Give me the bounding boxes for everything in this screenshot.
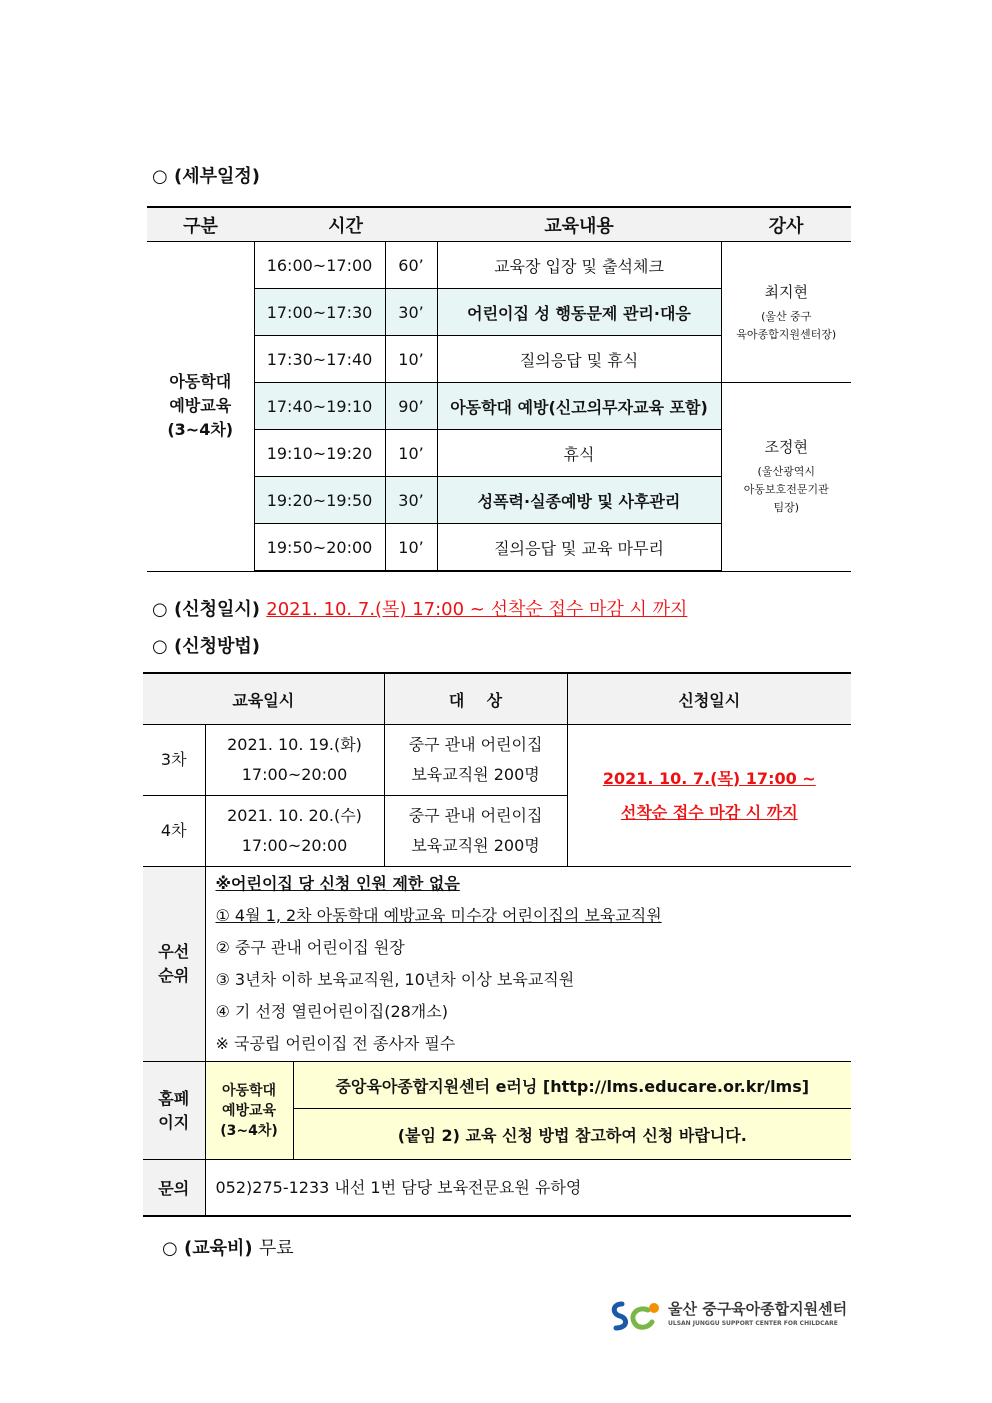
round-target <box>384 725 567 796</box>
fee-label: ○ (교육비) <box>162 1238 253 1259</box>
apply-date-label: ○ (신청일시) <box>152 599 260 620</box>
schedule-header-row <box>147 207 851 242</box>
round-label: 3차 <box>143 725 205 796</box>
header-apply-date: 신청일시 <box>567 673 851 725</box>
duration-cell: 10’ <box>385 430 437 477</box>
header-target: 대 상 <box>384 673 567 725</box>
org-name: 울산 중구육아종합지원센터 <box>668 1300 848 1318</box>
round-target-line: 보육교직원 200명 <box>411 765 540 784</box>
detail-schedule-heading: ○ (세부일정) <box>152 166 260 187</box>
homepage-sub-line: (3~4차) <box>220 1122 278 1139</box>
priority-item: ② 중구 관내 어린이집 원장 <box>215 938 405 957</box>
lecturer-affiliation: (울산 중구 <box>761 309 812 323</box>
lecturer-affiliation: 육아종합지원센터장) <box>736 327 837 341</box>
duration-cell: 30’ <box>385 289 437 336</box>
time-cell: 17:40~19:10 <box>254 383 385 430</box>
category-cell <box>147 242 254 572</box>
priority-row <box>143 867 851 1062</box>
contact-label: 문의 <box>143 1160 205 1217</box>
time-cell: 19:50~20:00 <box>254 524 385 572</box>
homepage-sub-label <box>205 1062 293 1160</box>
duration-cell: 10’ <box>385 336 437 383</box>
category-line: 예방교육 <box>169 396 232 416</box>
apply-period-line: 선착순 접수 마감 시 까지 <box>620 802 798 822</box>
priority-item: ③ 3년차 이하 보육교직원, 10년차 이상 보육교직원 <box>215 970 575 989</box>
content-cell: 아동학대 예방(신고의무자교육 포함) <box>437 383 721 430</box>
duration-cell: 30’ <box>385 477 437 524</box>
round-target-line: 중구 관내 어린이집 <box>408 806 543 825</box>
homepage-sub-line: 예방교육 <box>221 1102 277 1119</box>
homepage-label-line: 홈페 <box>158 1088 190 1108</box>
apply-header-row <box>143 673 851 725</box>
apply-period-cell <box>567 725 851 867</box>
round-time: 17:00~20:00 <box>241 765 348 784</box>
priority-list <box>205 867 851 1062</box>
apply-method-heading: ○ (신청방법) <box>152 636 260 657</box>
content-cell: 휴식 <box>437 430 721 477</box>
header-edu-date: 교육일시 <box>143 673 384 725</box>
homepage-row <box>143 1062 851 1109</box>
header-content: 교육내용 <box>437 207 721 242</box>
schedule-table <box>147 206 851 572</box>
homepage-label <box>143 1062 205 1160</box>
lecturer-name: 최지현 <box>764 282 808 301</box>
duration-cell: 10’ <box>385 524 437 572</box>
round-date: 2021. 10. 19.(화) <box>227 735 362 754</box>
lecturer-affiliation: (울산광역시 <box>757 465 815 479</box>
time-cell: 17:30~17:40 <box>254 336 385 383</box>
content-cell: 어린이집 성 행동문제 관리·대응 <box>437 289 721 336</box>
content-cell: 질의응답 및 휴식 <box>437 336 721 383</box>
homepage-link-text[interactable]: 중앙육아종합지원센터 e러닝 [http://lms.educare.or.kr/lms] <box>293 1062 851 1109</box>
lecturer-affiliation: 팀장) <box>773 501 800 515</box>
round-row <box>143 725 851 796</box>
priority-item: ① 4월 1, 2차 아동학대 예방교육 미수강 어린이집의 보육교직원 <box>215 906 662 925</box>
duration-cell: 60’ <box>385 242 437 289</box>
priority-label <box>143 867 205 1062</box>
homepage-guide-text: (붙임 2) 교육 신청 방법 참고하여 신청 바랍니다. <box>293 1109 851 1160</box>
priority-note: ※어린이집 당 신청 인원 제한 없음 <box>215 874 460 893</box>
round-date: 2021. 10. 20.(수) <box>227 806 362 825</box>
priority-note: ※ 국공립 어린이집 전 종사자 필수 <box>215 1034 456 1053</box>
lecturer-cell <box>721 242 851 383</box>
time-cell: 19:10~19:20 <box>254 430 385 477</box>
homepage-label-line: 이지 <box>158 1112 190 1132</box>
schedule-row <box>147 242 851 289</box>
content-cell: 교육장 입장 및 출석체크 <box>437 242 721 289</box>
org-logo-icon <box>608 1298 664 1334</box>
round-label: 4차 <box>143 796 205 867</box>
priority-label-line: 우선 <box>158 942 190 961</box>
category-line: 아동학대 <box>169 372 232 392</box>
round-datetime <box>205 725 384 796</box>
header-lecturer: 강사 <box>721 207 851 242</box>
contact-row <box>143 1160 851 1217</box>
fee-value: 무료 <box>258 1238 294 1259</box>
time-cell: 17:00~17:30 <box>254 289 385 336</box>
time-cell: 16:00~17:00 <box>254 242 385 289</box>
round-time: 17:00~20:00 <box>241 836 348 855</box>
duration-cell: 90’ <box>385 383 437 430</box>
contact-value: 052)275-1233 내선 1번 담당 보육전문요원 유하영 <box>205 1160 851 1217</box>
content-cell: 질의응답 및 교육 마무리 <box>437 524 721 572</box>
content-cell: 성폭력·실종예방 및 사후관리 <box>437 477 721 524</box>
round-target-line: 보육교직원 200명 <box>411 836 540 855</box>
apply-date-heading <box>152 595 687 621</box>
lecturer-name: 조정현 <box>764 438 808 457</box>
round-target <box>384 796 567 867</box>
apply-period-line: 2021. 10. 7.(목) 17:00 ~ <box>602 768 816 788</box>
apply-date-value: 2021. 10. 7.(목) 17:00 ~ 선착순 접수 마감 시 까지 <box>266 599 688 620</box>
header-time: 시간 <box>254 207 437 242</box>
header-category: 구분 <box>147 207 254 242</box>
lecturer-affiliation: 아동보호전문기관 <box>743 483 829 497</box>
fee-heading <box>162 1234 294 1260</box>
org-name-en: ULSAN JUNGGU SUPPORT CENTER FOR CHILDCARE <box>668 1320 838 1327</box>
category-line: (3~4차) <box>167 420 234 440</box>
priority-item: ④ 기 선정 열린어린이집(28개소) <box>215 1002 448 1021</box>
round-datetime <box>205 796 384 867</box>
homepage-sub-line: 아동학대 <box>221 1082 277 1099</box>
apply-table <box>143 672 851 1217</box>
round-target-line: 중구 관내 어린이집 <box>408 735 543 754</box>
lecturer-cell <box>721 383 851 572</box>
priority-label-line: 순위 <box>158 966 190 985</box>
org-logo <box>608 1296 848 1336</box>
time-cell: 19:20~19:50 <box>254 477 385 524</box>
